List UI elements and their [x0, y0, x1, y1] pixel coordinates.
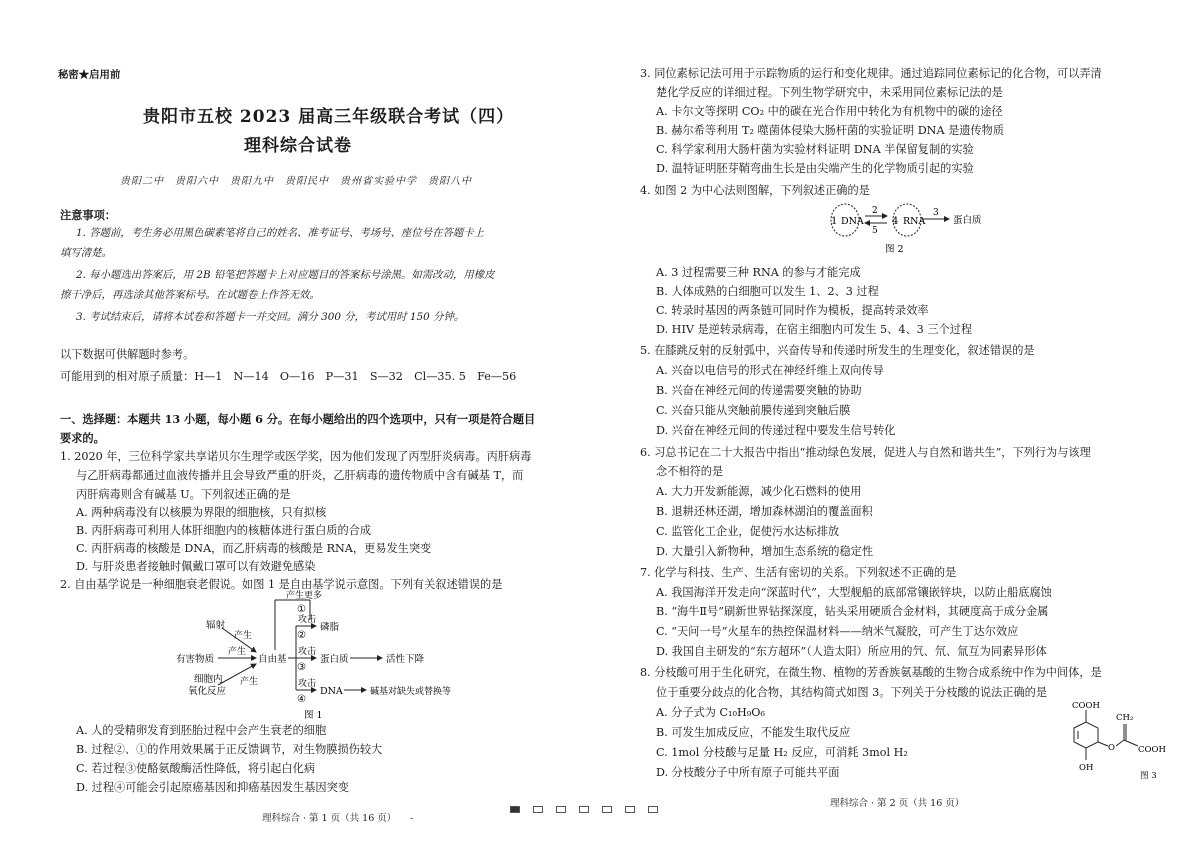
- fig1-produce-1: 产生: [234, 631, 253, 641]
- fig2-rna: RNA: [903, 216, 926, 227]
- fig2-label-5: 5: [872, 226, 878, 236]
- fig2-protein: 蛋白质: [953, 215, 982, 226]
- secret-label: 秘密★启用前: [58, 69, 121, 81]
- q1-stem-3: 丙肝病毒则含有碱基 U。下列叙述正确的是: [76, 488, 291, 501]
- q5-option-c: C. 兴奋只能从突触前膜传递到突触后膜: [656, 404, 851, 417]
- fig1-caption: 图 1: [304, 710, 323, 720]
- right-page: [600, 0, 1200, 849]
- fig1-activity-down: 活性下降: [386, 654, 425, 665]
- q8-stem-1: 8. 分枝酸可用于生化研究，在微生物、植物的芳香族氨基酸的生物合成系统中作为中间体，是: [640, 666, 1102, 679]
- q3-option-d: D. 温特证明胚芽鞘弯曲生长是由尖端产生的化学物质引起的实验: [656, 162, 974, 175]
- exam-title: 贵阳市五校 2023 届高三年级联合考试（四）: [143, 107, 515, 127]
- fig1-protein: 蛋白质: [320, 654, 349, 665]
- fig1-step-3: ③: [297, 662, 306, 673]
- q7-option-a: A. 我国海洋开发走向“深蓝时代”，大型舰船的底部常镶嵌锌块，以防止船底腐蚀: [656, 586, 1052, 599]
- q3-stem-1: 3. 同位素标记法可用于示踪物质的运行和变化规律。通过追踪同位素标记的化合物，可以弄清: [640, 67, 1102, 80]
- q5-option-b: B. 兴奋在神经元间的传递需要突触的协助: [656, 384, 862, 397]
- q6-option-d: D. 大量引入新物种，增加生态系统的稳定性: [656, 545, 874, 558]
- q6-option-b: B. 退耕还林还湖，增加森林湖泊的覆盖面积: [656, 505, 873, 518]
- note-1b: 填写清楚。: [60, 247, 112, 259]
- note-1a: 1. 答题前，考生务必用黑色碳素笔将自己的姓名、准考证号、考场号、座位号在答题卡上: [76, 227, 485, 239]
- q8-option-c: C. 1mol 分枝酸与足量 H₂ 反应，可消耗 3mol H₂: [656, 746, 908, 759]
- q1-option-b: B. 丙肝病毒可利用人体肝细胞内的核糖体进行蛋白质的合成: [76, 524, 372, 537]
- fig3-oxygen: O: [1108, 743, 1115, 753]
- fig1-toxins: 有害物质: [176, 654, 215, 665]
- fig3-oh: OH: [1079, 763, 1094, 773]
- q5-option-d: D. 兴奋在神经元间的传递过程中要发生信号转化: [656, 424, 896, 437]
- section-heading-1: 一、选择题：本题共 13 小题，每小题 6 分。在每小题给出的四个选项中，只有一项是符合题目: [60, 412, 536, 426]
- fig2-label-3: 3: [933, 208, 939, 218]
- fig2-caption: 图 2: [885, 244, 904, 255]
- q1-option-d: D. 与肝炎患者接触时佩戴口罩可以有效避免感染: [76, 560, 316, 573]
- fig1-attack-3: 攻击: [298, 679, 317, 689]
- fig1-produce-more: 产生更多: [286, 591, 323, 601]
- fig1-step-2: ②: [297, 630, 306, 641]
- q4-option-c: C. 转录时基因的两条链可同时作为模板，提高转录效率: [656, 304, 929, 317]
- fig3-ch2: CH₂: [1116, 713, 1134, 723]
- exam-subtitle: 理科综合试卷: [244, 136, 352, 156]
- school-list: 贵阳二中 贵阳六中 贵阳九中 贵阳民中 贵州省实验中学 贵阳八中: [120, 176, 472, 187]
- fig1-cell-oxidation-2: 氧化反应: [188, 686, 227, 697]
- q1-option-a: A. 两种病毒没有以核膜为界限的细胞核，只有拟核: [76, 506, 327, 519]
- fig2-label-1: 1: [831, 216, 838, 227]
- fig1-step-1: ①: [297, 604, 306, 615]
- q8-stem-2: 位于重要分歧点的化合物，其结构简式如图 3。下列关于分枝酸的说法正确的是: [656, 686, 1048, 699]
- page-dot-4: [579, 806, 589, 813]
- q5-stem: 5. 在膝跳反射的反射弧中，兴奋传导和传递时所发生的生理变化，叙述错误的是: [640, 344, 1035, 357]
- q8-option-a: A. 分子式为 C₁₀H₉O₆: [656, 706, 765, 719]
- fig1-mutation: 碱基对缺失或替换等: [370, 687, 452, 697]
- q6-stem-1: 6. 习总书记在二十大报告中指出“推动绿色发展，促进人与自然和谐共生”，下列行为与该理: [640, 446, 1091, 459]
- q2-stem: 2. 自由基学说是一种细胞衰老假说。如图 1 是自由基学说示意图。下列有关叙述错误的是: [60, 578, 503, 591]
- q7-stem: 7. 化学与科技、生产、生活有密切的关系。下列叙述不正确的是: [640, 566, 957, 579]
- q6-option-c: C. 监管化工企业，促使污水达标排放: [656, 525, 840, 538]
- fig1-phospholipid: 磷脂: [320, 622, 340, 633]
- q3-option-a: A. 卡尔文等探明 CO₂ 中的碳在光合作用中转化为有机物中的碳的途径: [656, 105, 1003, 118]
- q1-stem-2: 与乙肝病毒都通过血液传播并且会导致严重的肝炎，乙肝病毒的遗传物质中含有碱基 T，而: [76, 469, 524, 482]
- note-3: 3. 考试结束后，请将本试卷和答题卡一并交回。满分 300 分，考试用时 150 分钟。: [76, 311, 465, 323]
- q2-option-d: D. 过程④可能会引起原癌基因和抑癌基因发生基因突变: [76, 781, 349, 794]
- reference-intro: 以下数据可供解题时参考。: [60, 348, 195, 361]
- atomic-masses: 可能用到的相对原子质量：H—1 N—14 O—16 P—31 S—32 Cl—35. 5 Fe—56: [60, 370, 517, 383]
- q2-option-c: C. 若过程③使酪氨酸酶活性降低，将引起白化病: [76, 762, 316, 775]
- q3-stem-2: 楚化学反应的详细过程。下列生物学研究中，未采用同位素标记法的是: [656, 86, 1003, 99]
- q7-option-d: D. 我国自主研发的“东方超环”（人造太阳）所应用的氕、氘、氚互为同素异形体: [656, 645, 1047, 658]
- page-dot-3: [556, 806, 566, 813]
- q3-option-b: B. 赫尔希等利用 T₂ 噬菌体侵染大肠杆菌的实验证明 DNA 是遗传物质: [656, 124, 1005, 137]
- figure-2-central-dogma: [825, 200, 1025, 258]
- note-2b: 擦干净后，再选涂其他答案标号。在试题卷上作答无效。: [60, 289, 320, 301]
- footer-dash: -: [410, 813, 414, 824]
- q2-option-b: B. 过程②、①的作用效果属于正反馈调节，对生物膜损伤较大: [76, 743, 383, 756]
- fig3-caption: 图 3: [1140, 771, 1157, 781]
- figure-3-chorismic-acid: [1052, 700, 1172, 785]
- notes-heading: 注意事项：: [60, 208, 116, 222]
- fig1-produce-2: 产生: [228, 647, 247, 657]
- q7-option-b: B. “海牛Ⅱ号”刷新世界钻探深度，钻头采用硬质合金材料，其硬度高于成分金属: [656, 605, 1049, 618]
- fig1-cell-oxidation-1: 细胞内: [194, 674, 223, 685]
- fig1-free-radical: 自由基: [258, 654, 287, 665]
- fig1-dna: DNA: [320, 686, 343, 697]
- section-heading-2: 要求的。: [60, 431, 105, 445]
- q4-stem: 4. 如图 2 为中心法则图解，下列叙述正确的是: [640, 184, 870, 197]
- fig2-label-4: 4: [892, 216, 899, 227]
- footer-page-2: 理科综合 · 第 2 页（共 16 页）: [830, 798, 965, 809]
- fig2-label-2: 2: [872, 206, 878, 216]
- page-dot-2: [533, 806, 543, 813]
- q8-option-b: B. 可发生加成反应，不能发生取代反应: [656, 726, 851, 739]
- q8-option-d: D. 分枝酸分子中所有原子可能共平面: [656, 766, 840, 779]
- fig2-dna: DNA: [841, 216, 864, 227]
- fig1-step-4: ④: [297, 694, 306, 705]
- q6-stem-2: 念不相符的是: [656, 465, 724, 478]
- q1-option-c: C. 丙肝病毒的核酸是 DNA，而乙肝病毒的核酸是 RNA，更易发生突变: [76, 542, 432, 555]
- fig1-radiation: 辐射: [206, 620, 226, 631]
- note-2a: 2. 每小题选出答案后，用 2B 铅笔把答题卡上对应题目的答案标号涂黑。如需改动，用橡皮: [76, 269, 495, 281]
- q3-option-c: C. 科学家利用大肠杆菌为实验材料证明 DNA 半保留复制的实验: [656, 143, 974, 156]
- q2-option-a: A. 人的受精卵发育到胚胎过程中会产生衰老的细胞: [76, 724, 327, 737]
- page-dot-1: [510, 806, 520, 813]
- q5-option-a: A. 兴奋以电信号的形式在神经纤维上双向传导: [656, 364, 884, 377]
- fig3-cooh-right: COOH: [1138, 745, 1166, 755]
- fig1-attack-1: 攻击: [298, 615, 317, 625]
- figure-1-free-radical-diagram: [170, 590, 470, 720]
- q4-option-a: A. 3 过程需要三种 RNA 的参与才能完成: [656, 266, 861, 279]
- q7-option-c: C. “天问一号”火星车的热控保温材料——纳米气凝胶，可产生丁达尔效应: [656, 625, 1019, 638]
- footer-page-1: 理科综合 · 第 1 页（共 16 页）: [262, 813, 397, 824]
- q6-option-a: A. 大力开发新能源，减少化石燃料的使用: [656, 485, 862, 498]
- fig3-cooh-top: COOH: [1072, 701, 1100, 711]
- q4-option-d: D. HIV 是逆转录病毒，在宿主细胞内可发生 5、4、3 三个过程: [656, 323, 973, 336]
- q4-option-b: B. 人体成熟的白细胞可以发生 1、2、3 过程: [656, 285, 879, 298]
- q1-stem-1: 1. 2020 年，三位科学家共享诺贝尔生理学或医学奖，因为他们发现了丙型肝炎病毒。丙肝病毒: [60, 450, 532, 463]
- fig1-produce-3: 产生: [240, 677, 259, 687]
- fig1-attack-2: 攻击: [298, 647, 317, 657]
